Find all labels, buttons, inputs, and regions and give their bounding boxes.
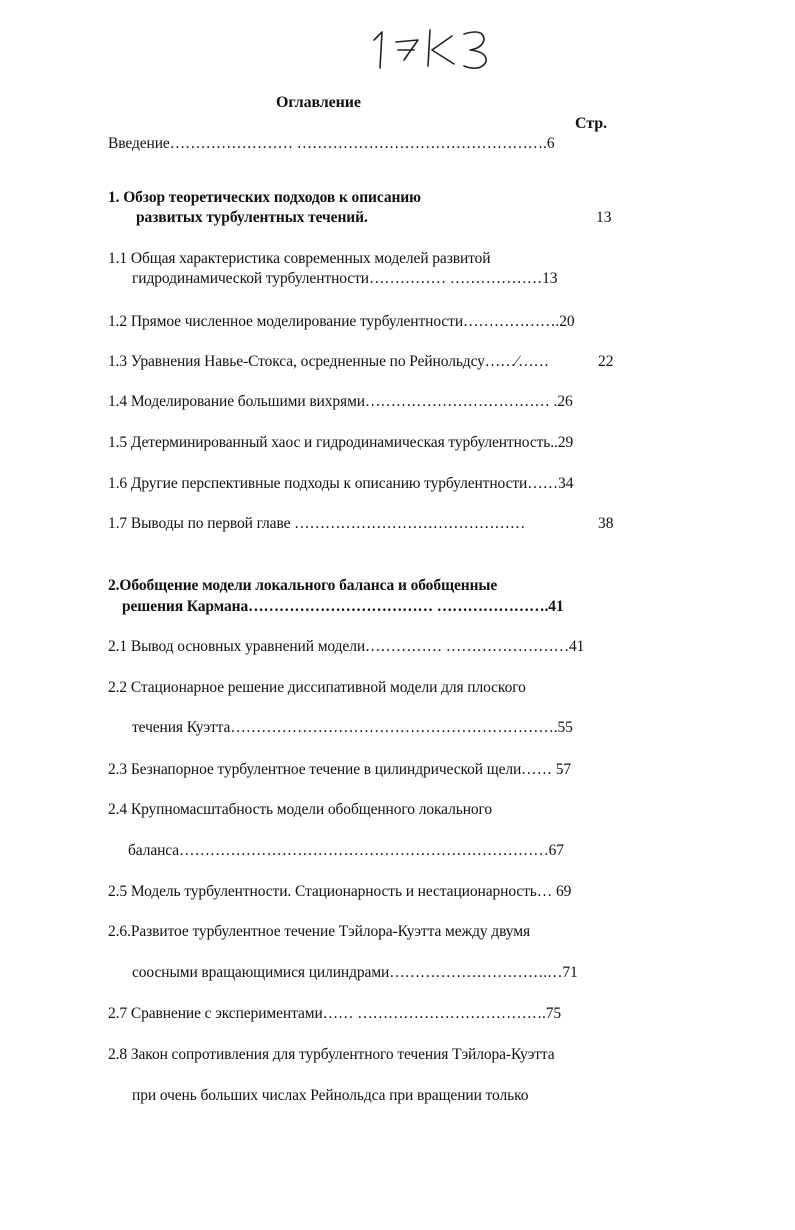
toc-entry-2-3: 2.3 Безнапорное турбулентное течение в цилиндрической щели…… 57: [108, 761, 572, 778]
toc-entry-2-6-cont: соосными вращающимися цилиндрами………………………….…71: [132, 964, 578, 981]
toc-entry-1-2: 1.2 Прямое численное моделирование турбулентности……………….20: [108, 313, 575, 330]
toc-entry-2-1: 2.1 Вывод основных уравнений модели…………… ……………………41: [108, 638, 585, 655]
toc-entry-1-1: 1.1 Общая характеристика современных моделей развитой: [108, 250, 491, 267]
toc-chapter-1-title: 1. Обзор теоретических подходов к описанию: [108, 189, 421, 206]
toc-heading: Оглавление: [276, 94, 361, 111]
toc-entry-2-2: 2.2 Стационарное решение диссипативной модели для плоского: [108, 679, 526, 696]
toc-entry-1-3-page: 22: [598, 353, 614, 370]
toc-entry-2-4-cont: баланса………………………………………………………………67: [128, 842, 564, 859]
toc-entry-2-6: 2.6.Развитое турбулентное течение Тэйлора-Куэтта между двумя: [108, 923, 530, 940]
toc-entry-intro: Введение…………………… ………………………………………….6: [108, 135, 555, 152]
toc-entry-2-8-cont: при очень больших числах Рейнольдса при вращении только: [132, 1087, 529, 1104]
toc-entry-1-3: 1.3 Уравнения Навье-Стокса, осредненные по Рейнольдсу……⁄……: [108, 353, 549, 370]
toc-entry-2-2-cont: течения Куэтта……………………………………………………….55: [132, 719, 573, 736]
toc-chapter-1-title-cont: развитых турбулентных течений.: [136, 209, 368, 226]
handwritten-annotation: [360, 20, 510, 75]
toc-entry-1-1-cont: гидродинамической турбулентности…………… ………………13: [132, 270, 558, 287]
toc-entry-1-6: 1.6 Другие перспективные подходы к описанию турбулентности……34: [108, 475, 574, 492]
toc-entry-1-5: 1.5 Детерминированный хаос и гидродинамическая турбулентность..29: [108, 434, 574, 451]
toc-entry-2-5: 2.5 Модель турбулентности. Стационарность и нестационарность… 69: [108, 883, 572, 900]
toc-chapter-2-title: 2.Обобщение модели локального баланса и обобщенные: [108, 577, 498, 594]
toc-entry-1-7-page: 38: [598, 515, 614, 532]
page-column-label: Стр.: [575, 115, 607, 132]
toc-chapter-1-page: 13: [596, 209, 612, 226]
toc-entry-2-7: 2.7 Сравнение с экспериментами…… ……………………………….75: [108, 1005, 562, 1022]
toc-entry-2-4: 2.4 Крупномасштабность модели обобщенного локального: [108, 801, 493, 818]
toc-chapter-2-title-cont: решения Кармана……………………………… ………………….41: [122, 598, 564, 615]
toc-entry-1-4: 1.4 Моделирование большими вихрями……………………………… .26: [108, 393, 573, 410]
toc-entry-1-7: 1.7 Выводы по первой главе ………………………………………: [108, 515, 526, 532]
toc-entry-2-8: 2.8 Закон сопротивления для турбулентного течения Тэйлора-Куэтта: [108, 1046, 555, 1063]
